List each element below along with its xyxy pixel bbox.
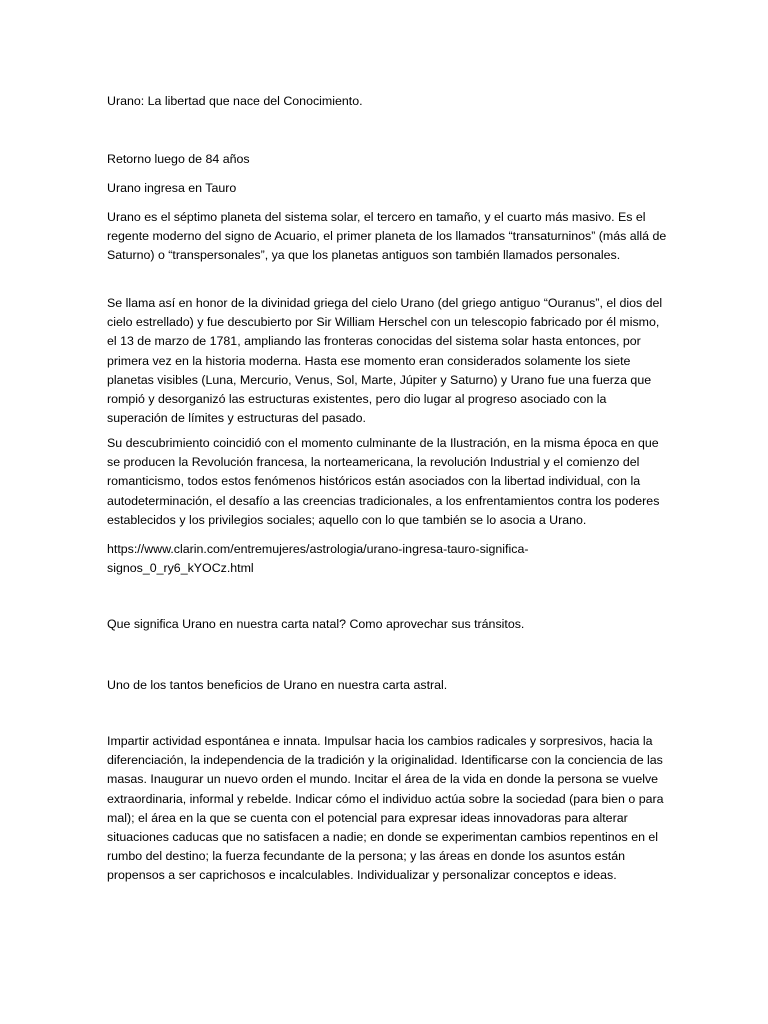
subtitle-retorno: Retorno luego de 84 años bbox=[107, 152, 250, 166]
beneficios-heading: Uno de los tantos beneficios de Urano en nuestra carta astral. bbox=[107, 678, 448, 692]
paragraph-history: Se llama así en honor de la divinidad griega del cielo Urano (del griego antiguo “Ouranus”, el dios del cielo estrellado) y fue descubierto por Sir William Herschel con un telescopio fabricado por él mismo, el 13 de marzo de 1781, ampliando las fronteras conocidas del sistema solar hasta entonces, por primera vez en la historia moderna. Hasta ese momento eran considerados solamente los siete planetas visibles (Luna, Mercurio, Venus, Sol, Marte, Júpiter y Saturno) y Urano fue una fuerza que rompió y desorganizó las estructuras existentes, pero dio lugar al progreso asociado con la superación de límites y estructuras del pasado. bbox=[107, 296, 663, 426]
paragraph-intro: Urano es el séptimo planeta del sistema solar, el tercero en tamaño, y el cuarto más masivo. Es el regente moderno del signo de Acuario, el primer planeta de los llamados “transaturninos” (más allá de Saturno) o “transpersonales”, ya que los planetas antiguos son también llamados personales. bbox=[107, 210, 667, 263]
paragraph-discovery: Su descubrimiento coincidió con el momento culminante de la Ilustración, en la misma época en que se producen la Revolución francesa, la norteamericana, la revolución Industrial y el comienzo del romanticismo, todos estos fenómenos históricos están asociados con la libertad individual, con la autodeterminación, el desafío a las creencias tradicionales, a los enfrentamientos contra los poderes establecidos y los privilegios sociales; aquello con lo que también se lo asocia a Urano. bbox=[107, 436, 660, 527]
document-title: Urano: La libertad que nace del Conocimiento. bbox=[107, 94, 363, 108]
source-url: https://www.clarin.com/entremujeres/astrologia/urano-ingresa-tauro-significa-signos_0_ry6_kYOCz.html bbox=[107, 542, 529, 576]
subtitle-ingresa: Urano ingresa en Tauro bbox=[107, 181, 237, 195]
question-heading: Que significa Urano en nuestra carta natal? Como aprovechar sus tránsitos. bbox=[107, 617, 525, 631]
paragraph-benefits: Impartir actividad espontánea e innata. Impulsar hacia los cambios radicales y sorpresivos, hacia la diferenciación, la independencia de la tradición y la originalidad. Identificarse con la conciencia de las masas. Inaugurar un nuevo orden el mundo. Incitar el área de la vida en donde la persona se vuelve extraordinaria, informal y rebelde. Indicar cómo el individuo actúa sobre la sociedad (para bien o para mal); el área en la que se cuenta con el potencial para expresar ideas innovadoras para alterar situaciones caducas que no satisfacen a nadie; en donde se experimentan cambios repentinos en el rumbo del destino; la fuerza fecundante de la persona; y las áreas en donde los asuntos están propensos a ser caprichosos e incalculables. Individualizar y personalizar conceptos e ideas. bbox=[107, 734, 664, 883]
